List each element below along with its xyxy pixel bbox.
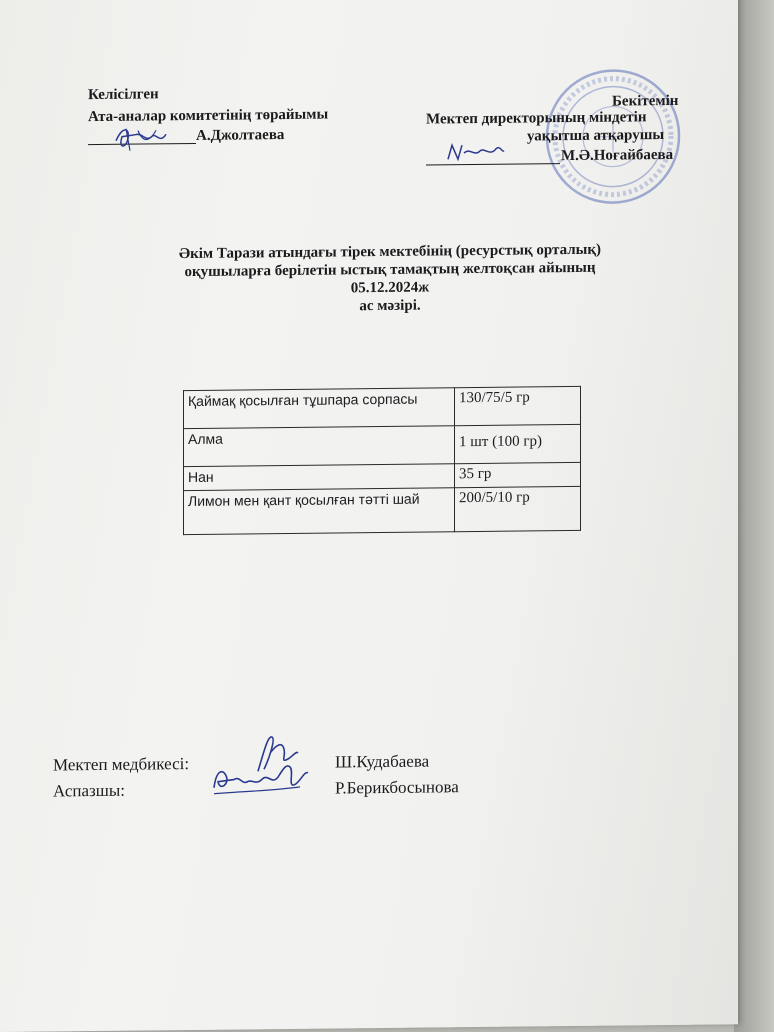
menu-item-name: Қаймақ қосылған тұшпара сорпасы [184, 388, 455, 429]
title-line-4: ас мәзірі. [359, 297, 421, 315]
signature-left-image [112, 122, 170, 155]
menu-item-name: Нан [184, 464, 455, 491]
signature-right-image [444, 139, 506, 166]
cook-name: Р.Берикбосынова [335, 777, 459, 798]
menu-item-name: Лимон мен қант қосылған тәтті шай [184, 488, 455, 535]
table-row [184, 424, 581, 466]
approval-right-position-line1: Мектеп директорының міндетін [426, 109, 647, 128]
title-line-2: оқушыларға берілетін ыстық тамақтың желтоқсан айының [184, 259, 596, 281]
nurse-label: Мектеп медбикесі: [53, 754, 190, 775]
table-row [184, 486, 581, 534]
menu-item-amount: 130/75/5 гр [455, 386, 581, 425]
background-wall [734, 0, 774, 1032]
title-date: 05.12.2024ж [350, 279, 430, 297]
nurse-name: Ш.Кудабаева [335, 751, 430, 772]
approval-left-heading: Келісілген [88, 86, 159, 104]
approval-right-heading: Бекітемін [612, 92, 679, 110]
title-line-1: Әкім Тарази атындағы тірек мектебінің (ресурстық орталық) [179, 241, 601, 263]
menu-item-amount: 1 шт (100 гр) [455, 424, 581, 463]
approval-right-name: М.Ә.Ноғайбаева [561, 146, 674, 165]
signature-cook-image [208, 757, 312, 802]
table-row [184, 386, 581, 428]
cook-label: Аспазшы: [53, 780, 125, 801]
approval-left-position: Ата-аналар комитетінің төрайымы [88, 106, 329, 126]
approval-left-name: А.Джолтаева [196, 127, 285, 144]
approval-right-position-line2: уақытша атқарушы [527, 127, 665, 145]
menu-item-amount: 35 гр [455, 462, 581, 487]
menu-table [183, 386, 581, 535]
menu-item-name: Алма [184, 426, 455, 467]
menu-item-amount: 200/5/10 гр [455, 486, 581, 531]
